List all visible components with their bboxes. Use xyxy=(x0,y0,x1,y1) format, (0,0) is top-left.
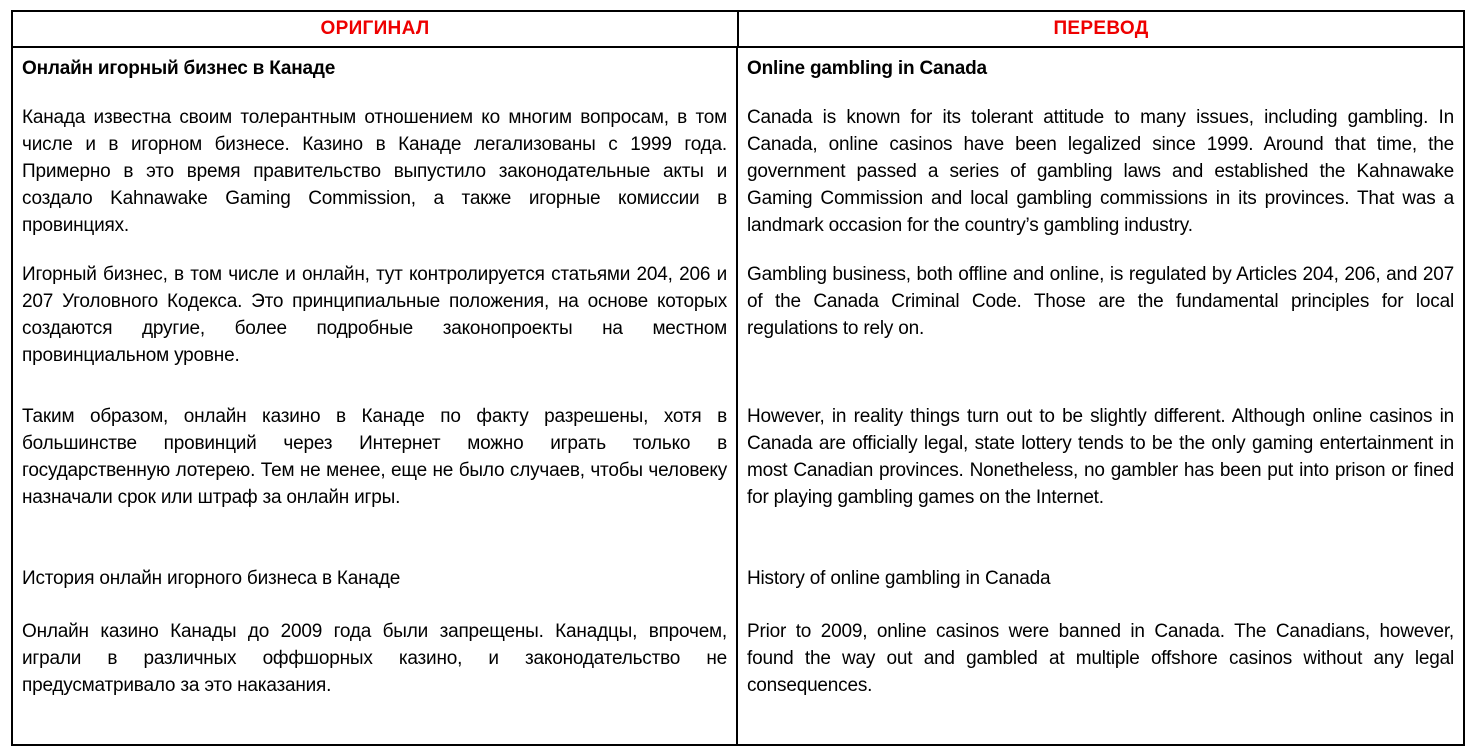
translation-paragraph-2: Gambling business, both offline and online, is regulated by Articles 204, 206, and 207 of the Canada Criminal Code. Those are the fundamental principles for local regulations to rely on. xyxy=(747,264,1454,339)
translation-column-filler xyxy=(738,699,1463,744)
original-section-heading: История онлайн игорного бизнеса в Канаде xyxy=(13,511,738,592)
translation-paragraph-1: Canada is known for its tolerant attitude to many issues, including gambling. In Canada, online casinos have been legalized since 1999. Around that time, the government passed a series of gambling laws and established the Kahnawake Gaming Commission and local gambling commissions in its provinces. That was a landmark occasion for the country’s gambling industry. xyxy=(747,107,1454,236)
original-paragraph-4: Онлайн казино Канады до 2009 года были запрещены. Канадцы, впрочем, играли в различных оффшорных казино, и законодательство не предусматривало за это наказания. xyxy=(13,592,738,699)
original-paragraph-3: Таким образом, онлайн казино в Канаде по факту разрешены, хотя в большинстве провинций через Интернет можно играть только в государственную лотерею. Тем не менее, еще не было случаев, чтобы человеку назначали срок или штраф за онлайн игры. xyxy=(13,369,738,511)
original-paragraph-1: Канада известна своим толерантным отношением ко многим вопросам, в том числе и в игорном бизнесе. Казино в Канаде легализованы с 1999 года. Примерно в это время правительство выпустило законодательные акты и создало Kahnawake Gaming Commission, а также игорные комиссии в провинциях. xyxy=(13,82,738,239)
table-body xyxy=(13,48,1463,744)
original-column-header: ОРИГИНАЛ xyxy=(13,12,739,46)
translation-table xyxy=(11,10,1465,746)
translation-section-heading: History of online gambling in Canada xyxy=(747,568,1051,589)
translation-paragraph-3: However, in reality things turn out to be slightly different. Although online casinos in Canada are officially legal, state lottery tends to be the only gaming entertainment in most Canadian provinces. Nonetheless, no gambler has been put into prison or fined for playing gambling games on the Internet. xyxy=(747,406,1454,508)
table-header-row xyxy=(13,12,1463,48)
original-column-filler xyxy=(13,699,738,744)
original-article-title: Онлайн игорный бизнес в Канаде xyxy=(13,48,738,82)
translation-column-header: ПЕРЕВОД xyxy=(1053,18,1149,39)
original-paragraph-2: Игорный бизнес, в том числе и онлайн, тут контролируется статьями 204, 206 и 207 Уголовного Кодекса. Это принципиальные положения, на основе которых создаются другие, более подробные законопроекты на местном провинциальном уровне. xyxy=(13,239,738,369)
translation-article-title: Online gambling in Canada xyxy=(747,58,987,79)
translation-paragraph-4: Prior to 2009, online casinos were banned in Canada. The Canadians, however, found the way out and gambled at multiple offshore casinos without any legal consequences. xyxy=(747,621,1454,696)
